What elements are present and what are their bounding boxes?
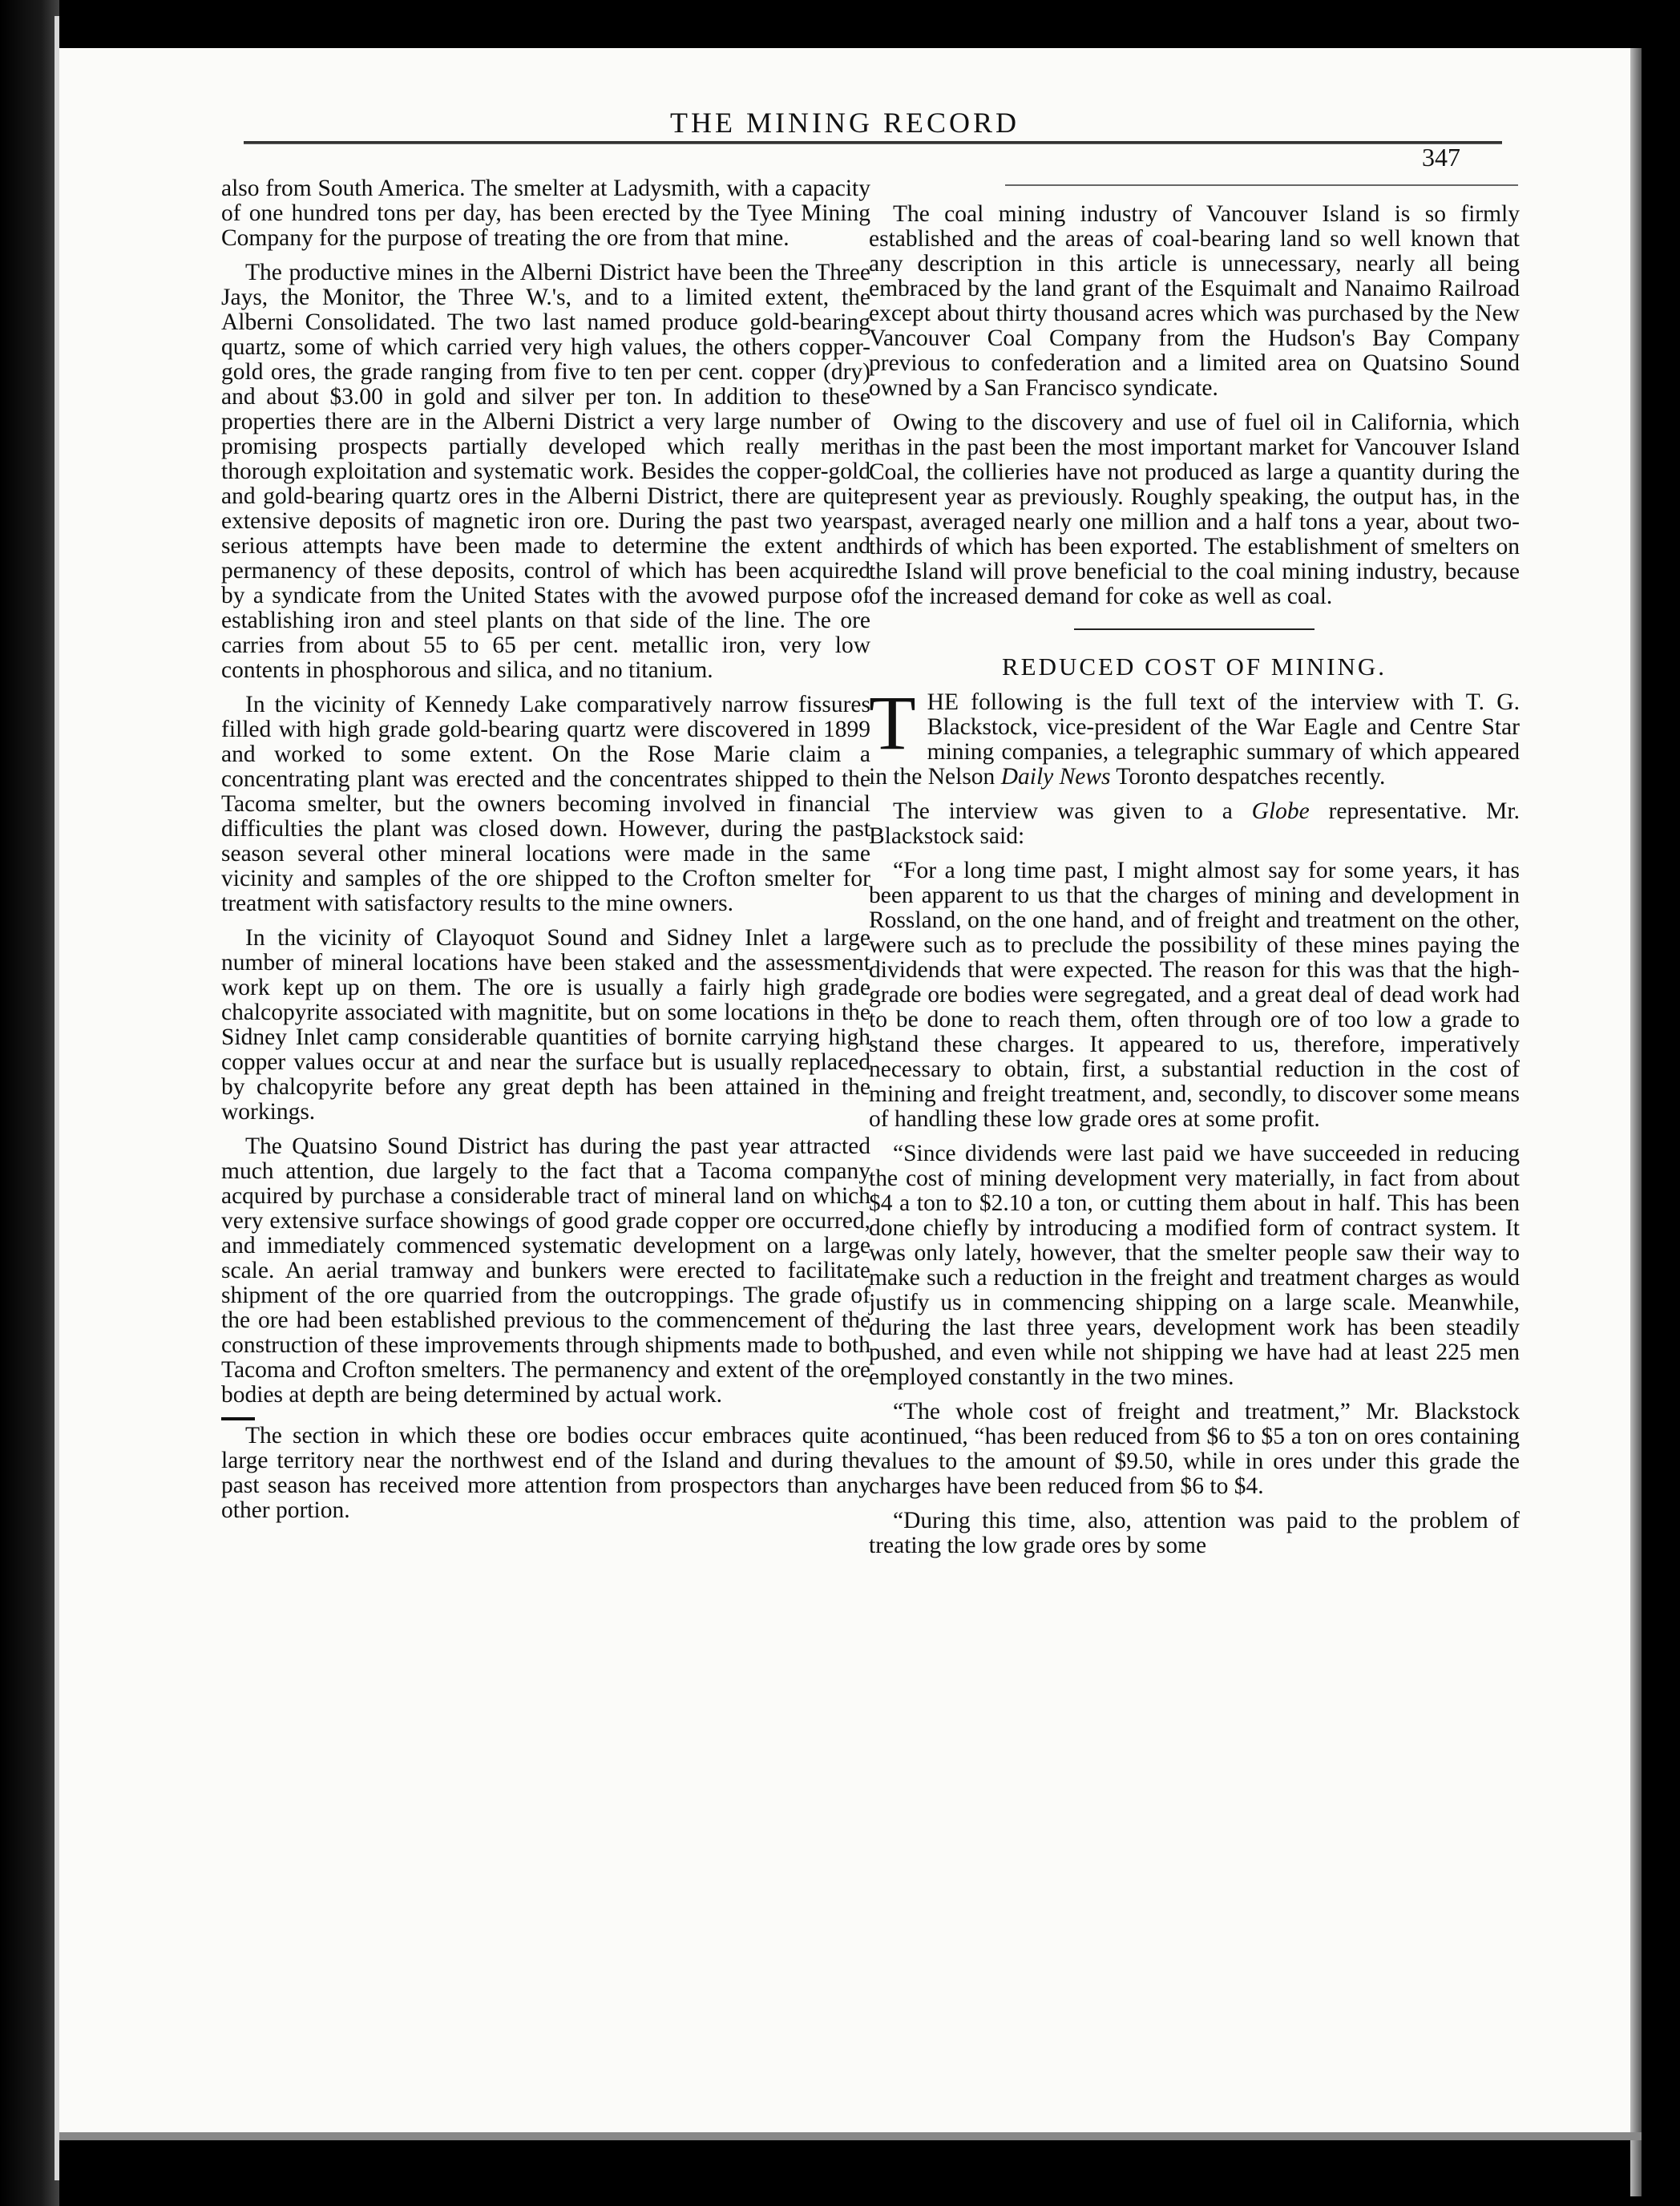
paragraph xyxy=(869,799,1520,849)
newspaper-name: Daily News xyxy=(1000,764,1111,790)
header-rule xyxy=(244,141,1502,144)
paragraph: The productive mines in the Alberni District have been the Three Jays, the Monitor, the Three W.'s, and to a limited extent, the Alberni Consolidated. The two last named produce gold-bearing quartz, some of which carried very high values, the others copper-gold ores, the grade ranging from five to ten per cent. copper (dry) and about $3.00 in gold and silver per ton. In addition to these properties there are in the Alberni District a very large number of promising prospects partially developed which really merit thorough exploitation and systematic work. Besides the copper-gold and gold-bearing quartz ores in the Alberni District, there are quite extensive deposits of magnetic iron ore. During the past two years serious attempts have been made to determine the extent and permanency of these deposits, control of which has been acquired by a syndicate from the United States with the avowed purpose of establishing iron and steel plants on that side of the line. The ore carries from about 55 to 65 per cent. metallic iron, very low contents in phosphorous and silica, and no titanium. xyxy=(221,260,870,683)
paragraph: “The whole cost of freight and treatment,” Mr. Blackstock continued, “has been reduced from $6 to $5 a ton on ores containing values to the amount of $9.50, while in ores under this grade the charges have been reduced from $6 to $4. xyxy=(869,1399,1520,1499)
paragraph: “During this time, also, attention was paid to the problem of treating the low grade ores by some xyxy=(869,1508,1520,1558)
paragraph: In the vicinity of Clayoquot Sound and Sidney Inlet a large number of mineral locations have been staked and the assessment work kept up on them. The ore is usually a fairly high grade chalcopyrite associated with magnitite, but on some locations in the Sidney Inlet camp considerable quantities of bornite carrying high copper values occur at and near the surface but is usually replaced by chalcopyrite before any great depth has been attained in the workings. xyxy=(221,925,870,1125)
text-run: Toronto despatches recently. xyxy=(1110,764,1386,790)
paragraph: The coal mining industry of Vancouver Island is so firmly established and the areas of coal-bearing land so well known that any description in this article is unnecessary, nearly all being embraced by the land grant of the Esquimalt and Nanaimo Railroad except about thirty thousand acres which was purchased by the New Vancouver Coal Company from the Hudson's Bay Company previous to confederation and a limited area on Quatsino Sound owned by a San Francisco syndicate. xyxy=(869,201,1520,401)
scan-left-margin xyxy=(0,0,59,2206)
drop-cap: T xyxy=(869,680,916,766)
column-head-rule xyxy=(1005,184,1518,186)
left-column xyxy=(221,176,870,1533)
section-heading: REDUCED COST OF MINING. xyxy=(1001,653,1387,681)
scanned-page xyxy=(59,48,1630,2132)
paragraph: The section in which these ore bodies occur embraces quite a large territory near the northwest end of the Island and during the past season has received more attention from prospectors than any other portion. xyxy=(221,1423,870,1523)
text-run: The interview was given to a xyxy=(893,798,1252,824)
section-divider xyxy=(1074,628,1315,630)
paragraph: The Quatsino Sound District has during the past year attracted much attention, due largely to the fact that a Tacoma company acquired by purchase a considerable tract of mineral land on which very extensive surface showings of good grade copper ore occurred, and immediately commenced systematic development on a large scale. An aerial tramway and bunkers were erected to facilitate shipment of the ore quarried from the outcroppings. The grade of the ore had been established previous to the commencement of the construction of these improvements through shipments made to both Tacoma and Crofton smelters. The permanency and extent of the ore bodies at depth are being determined by actual work. xyxy=(221,1133,870,1408)
newspaper-name: Globe xyxy=(1251,798,1310,824)
text-run: HE following is the full text of the interview with T. G. Blackstock, vice-president of the War Eagle and Centre Star mining companies, a telegraphic summary of which appeared in the Nelson xyxy=(869,689,1520,790)
paragraph: “For a long time past, I might almost say for some years, it has been apparent to us that the charges of mining and development in Rossland, on the one hand, and of freight and treatment on the other, were such as to preclude the possibility of these mines paying the dividends that were expected. The reason for this was that the high-grade ore bodies were segregated, and a great deal of dead work had to be done to reach them, often through ore of too low a grade to stand these charges. It appeared to us, therefore, imperatively necessary to obtain, first, a substantial reduction in the cost of mining and freight treatment, and, secondly, to discover some means of handling these low grade ores at some profit. xyxy=(869,858,1520,1132)
paragraph-rule xyxy=(221,1417,255,1420)
running-head: THE MINING RECORD xyxy=(670,107,1020,139)
paragraph: Owing to the discovery and use of fuel oil in California, which has in the past been the most important market for Vancouver Island Coal, the collieries have not produced as large a quantity during the present year as previously. Roughly speaking, the output has, in the past, averaged nearly one million and a half tons a year, about two-thirds of which has been exported. The establishment of smelters on the Island will prove beneficial to the coal mining industry, because of the increased demand for coke as well as coal. xyxy=(869,410,1520,609)
paragraph: “Since dividends were last paid we have succeeded in reducing the cost of mining development very materially, in fact from about $4 a ton to $2.10 a ton, or cutting them about in half. This has been done chiefly by introducing a modified form of contract system. It was only lately, however, that the smelter people saw their way to make such a reduction in the freight and treatment charges as would justify us in commencing shipping on a large scale. Meanwhile, during the last three years, development work has been steadily pushed, and even while not shipping we have had at least 225 men employed constantly in the two mines. xyxy=(869,1141,1520,1390)
right-column xyxy=(869,202,1520,1568)
page-right-edge xyxy=(1630,48,1642,2196)
paragraph xyxy=(869,680,1520,790)
page-number: 347 xyxy=(1422,143,1460,172)
page-bottom-edge xyxy=(59,2132,1642,2140)
paragraph: also from South America. The smelter at Ladysmith, with a capacity of one hundred tons per day, has been erected by the Tyee Mining Company for the purpose of treating the ore from that mine. xyxy=(221,176,870,251)
text-run: representative. Mr. Blackstock said: xyxy=(869,798,1520,849)
paragraph: In the vicinity of Kennedy Lake comparatively narrow fissures filled with high grade gold-bearing quartz were discovered in 1899 and worked to some extent. On the Rose Marie claim a concentrating plant was erected and the concentrates shipped to the Tacoma smelter, but the owners becoming involved in financial difficulties the plant was closed down. However, during the past season several other mineral locations were made in the same vicinity and samples of the ore shipped to the Crofton smelter for treatment with satisfactory results to the mine owners. xyxy=(221,692,870,916)
